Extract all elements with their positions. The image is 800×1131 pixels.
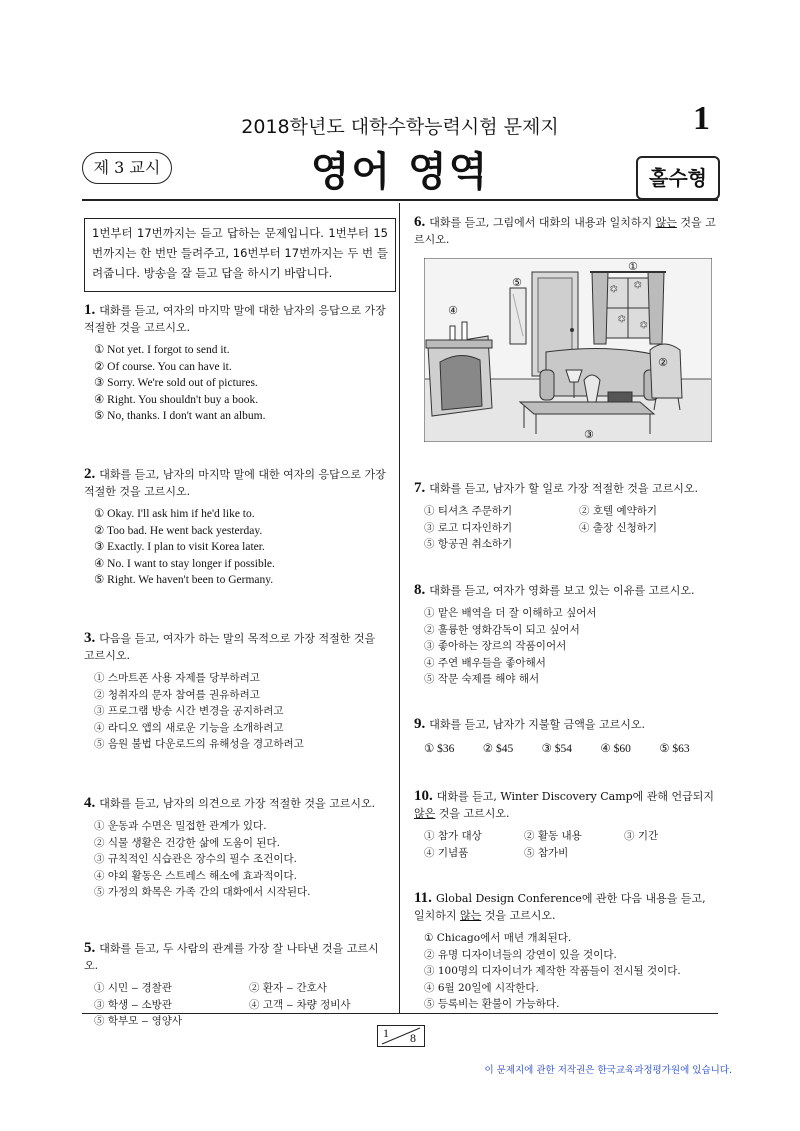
question-stem: 다음을 듣고, 여자가 하는 말의 목적으로 가장 적절한 것을 고르시오. [84,632,376,662]
option[interactable]: ⑤ 참가비 [524,846,569,859]
living-room-illustration [424,258,712,442]
option[interactable]: ⑤ Right. We haven't been to Germany. [94,574,274,586]
question-stem: 대화를 듣고, 여자가 영화를 보고 있는 이유를 고르시오. [429,584,695,597]
option[interactable]: ② 청취자의 문자 참여를 권유하려고 [94,688,260,701]
option[interactable]: ② 훌륭한 영화감독이 되고 싶어서 [424,623,580,636]
option[interactable]: ③ 학생 ‒ 소방관 [94,998,172,1011]
svg-text:✱: ✱ [640,321,648,331]
option[interactable]: ⑤ 학부모 ‒ 영양사 [94,1015,183,1027]
option[interactable]: ② Of course. You can have it. [94,360,232,373]
question-2 [84,466,389,589]
option[interactable]: ① Okay. I'll ask him if he'd like to. [94,508,255,520]
question-stem: 대화를 듣고, Winter Discovery Camp에 관해 언급되지 [436,790,715,803]
svg-text:✱: ✱ [618,315,626,325]
marker-5: ⑤ [512,276,522,289]
option[interactable]: ② 호텔 예약하기 [579,505,658,517]
option[interactable]: ③ 100명의 디자이너가 제작한 작품들이 전시될 것이다. [424,965,681,977]
question-9 [414,716,718,758]
option[interactable]: ① Chicago에서 매년 개최된다. [424,932,572,944]
option[interactable]: ① $36 [424,743,455,755]
option[interactable]: ① 스마트폰 사용 자제를 당부하려고 [94,672,260,684]
question-number: 5. [84,940,96,956]
question-5 [84,940,389,1030]
exam-title: 2018학년도 대학수학능력시험 문제지 [241,116,559,138]
marker-4: ④ [448,304,458,317]
period-badge: 제 3 교시 [82,152,172,184]
option[interactable]: ② 활동 내용 [524,830,582,842]
option[interactable]: ③ 좋아하는 장르의 작품이어서 [424,640,567,652]
question-number: 3. [84,630,96,646]
question-number: 8. [414,582,426,598]
underlined-word: 않은 [414,807,436,820]
marker-3: ③ [584,428,594,441]
option[interactable]: ① 운동과 수면은 밀접한 관계가 있다. [94,820,267,832]
underlined-word: 않는 [460,909,482,922]
option[interactable]: ④ 6월 20일에 시작한다. [424,981,539,994]
question-number: 1. [84,302,96,318]
question-stem: 대화를 듣고, 여자의 마지막 말에 대한 남자의 응답으로 가장 적절한 것을 고르시오. [84,304,386,334]
marker-1: ① [628,260,638,273]
column-divider [399,203,400,1013]
question-stem-end: 것을 고르시오. [435,807,510,820]
question-stem-end: 것을 고르시오. [414,216,716,246]
question-stem: 대화를 듣고, 남자가 지불할 금액을 고르시오. [429,718,645,731]
option[interactable]: ③ 프로그램 방송 시간 변경을 공지하려고 [94,705,284,717]
option[interactable]: ① 참가 대상 [424,830,482,842]
question-3 [84,630,389,753]
option[interactable]: ④ 고객 ‒ 차량 정비사 [249,998,351,1011]
option[interactable]: ③ 규칙적인 식습관은 장수의 필수 조건이다. [94,853,297,865]
option[interactable]: ① Not yet. I forgot to send it. [94,344,230,356]
option[interactable]: ① 티셔츠 주문하기 [424,505,513,517]
question-number: 6. [414,214,426,230]
option[interactable]: ③ 로고 디자인하기 [424,521,513,534]
question-stem: 대화를 듣고, 남자의 의견으로 가장 적절한 것을 고르시오. [99,797,376,810]
page-indicator [377,1025,425,1047]
svg-text:✱: ✱ [634,281,642,291]
question-number: 11. [414,890,432,906]
current-page: 1 [383,1026,389,1040]
question-11 [414,890,718,1013]
question-stem: 대화를 듣고, 남자의 마지막 말에 대한 여자의 응답으로 가장 적절한 것을 고르시오. [84,468,386,498]
question-stem: 대화를 듣고, 남자가 할 일로 가장 적절한 것을 고르시오. [429,482,698,495]
question-number: 10. [414,788,433,804]
question-10 [414,788,718,861]
question-4 [84,795,389,901]
exam-type-badge: 홀수형 [636,156,720,200]
option[interactable]: ⑤ 등록비는 환불이 가능하다. [424,998,560,1010]
question-number: 2. [84,466,96,482]
option[interactable]: ① 맡은 배역을 더 잘 이해하고 싶어서 [424,607,597,619]
option[interactable]: ② $45 [482,743,514,755]
option[interactable]: ⑤ 음원 불법 다운로드의 유해성을 경고하려고 [94,738,304,750]
option[interactable]: ⑤ 가정의 화목은 가족 간의 대화에서 시작된다. [94,886,311,898]
option[interactable]: ④ 기념품 [424,846,469,859]
option[interactable]: ② 유명 디자이너들의 강연이 있을 것이다. [424,948,617,961]
option[interactable]: ③ $54 [541,743,573,755]
listening-instructions: 1번부터 17번까지는 듣고 답하는 문제입니다. 1번부터 15번까지는 한 번만 들려주고, 16번부터 17번까지는 두 번 들려줍니다. 방송을 잘 듣고 답을 하시기 바랍니다. [84,218,396,292]
underlined-word: 않는 [655,216,677,229]
option[interactable]: ④ $60 [600,743,631,755]
option[interactable]: ③ 기간 [624,830,659,842]
question-7 [414,480,718,553]
question-stem-end: 것을 고르시오. [481,909,556,922]
question-1 [84,302,389,425]
option[interactable]: ④ 주연 배우들을 좋아해서 [424,656,546,669]
svg-text:✱: ✱ [610,285,618,295]
option[interactable]: ④ No. I want to stay longer if possible. [94,557,275,570]
question-number: 7. [414,480,426,496]
question-stem: 대화를 듣고, 두 사람의 관계를 가장 잘 나타낸 것을 고르시오. [84,942,379,972]
page-number-large: 1 [693,100,710,137]
subject-title: 영어 영역 [310,149,490,195]
header-rule [82,199,718,201]
marker-2: ② [658,356,668,369]
question-number: 4. [84,795,96,811]
option[interactable]: ⑤ No, thanks. I don't want an album. [94,410,266,422]
question-stem: 대화를 듣고, 그림에서 대화의 내용과 일치하지 [429,216,656,229]
option[interactable]: ④ Right. You shouldn't buy a book. [94,393,259,406]
option[interactable]: ② Too bad. He went back yesterday. [94,524,263,537]
question-stem: Global Design Conference에 관한 다음 내용을 듣고, 일치하지 [414,892,706,922]
option[interactable]: ④ 출장 신청하기 [579,521,658,534]
option[interactable]: ④ 야외 활동은 스트레스 해소에 효과적이다. [94,869,297,882]
question-6 [414,214,718,248]
option[interactable]: ③ Sorry. We're sold out of pictures. [94,377,258,389]
option[interactable]: ③ Exactly. I plan to visit Korea later. [94,541,265,553]
copyright-notice: 이 문제지에 관한 저작권은 한국교육과정평가원에 있습니다. [484,1065,732,1076]
option[interactable]: ⑤ 항공권 취소하기 [424,538,513,550]
option[interactable]: ⑤ 작문 숙제를 해야 해서 [424,673,540,685]
option[interactable]: ⑤ $63 [659,743,690,755]
option[interactable]: ② 식물 생활은 건강한 삶에 도움이 된다. [94,836,281,849]
question-number: 9. [414,716,426,732]
option[interactable]: ④ 라디오 앱의 새로운 기능을 소개하려고 [94,721,284,734]
option[interactable]: ② 환자 ‒ 간호사 [249,982,327,994]
total-pages: 8 [410,1031,416,1045]
option[interactable]: ① 시민 ‒ 경찰관 [94,982,172,994]
question-8 [414,582,718,688]
